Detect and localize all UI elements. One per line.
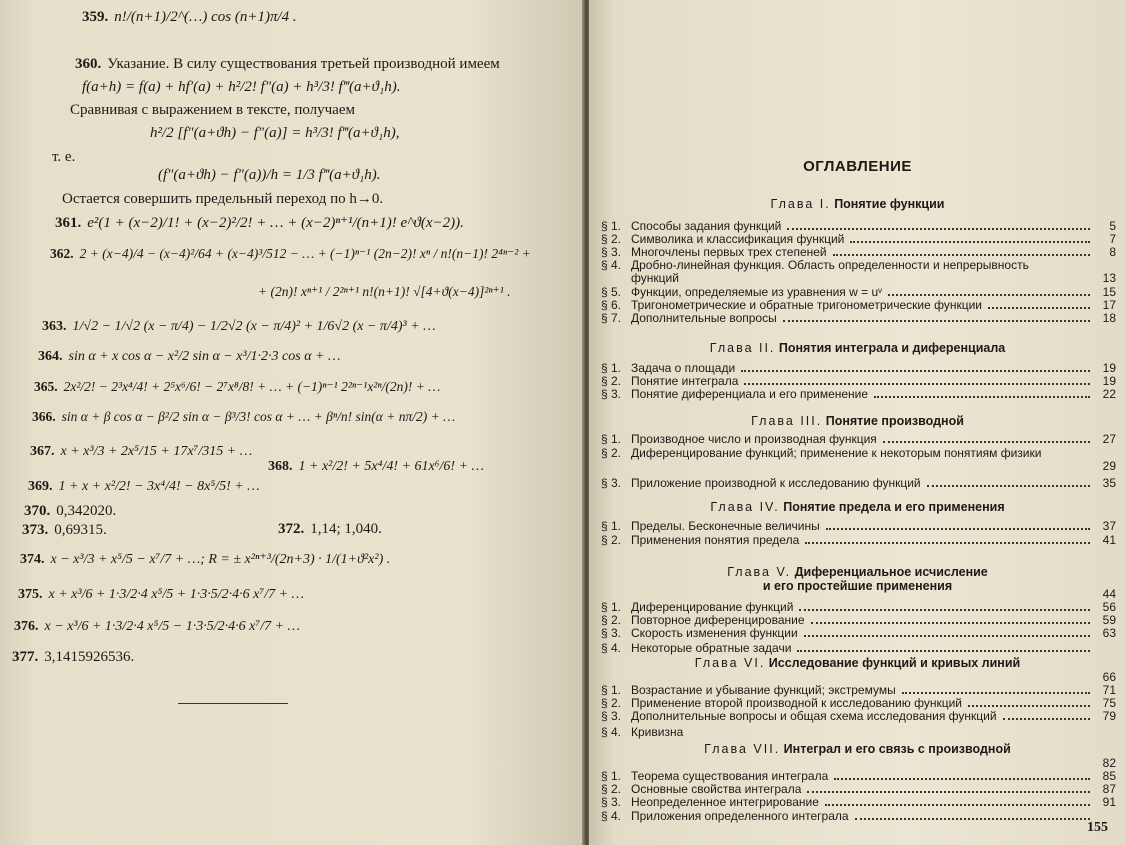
answer-361: 361. e²(1 + (x−2)/1! + (x−2)²/2! + … + (x−2)ⁿ⁺¹/(n+1)! e^ϑ(x−2)). <box>55 215 464 231</box>
formula-line: h²/2 [f″(a+ϑh) − f″(a)] = h³/3! f‴(a+ϑ₁h), <box>150 125 400 141</box>
text-line: Сравнивая с выражением в тексте, получаем <box>70 102 355 118</box>
toc-entry[interactable]: § 4. Некоторые обратные задачи <box>601 642 1116 655</box>
toc-entry[interactable]: § 2. Символика и классификация функций 7 <box>601 232 1116 246</box>
answer-373: 373. 0,69315. <box>22 522 107 538</box>
toc-entry[interactable]: § 3. Дополнительные вопросы и общая схема исследования функций 79 <box>601 709 1116 723</box>
toc-entry[interactable]: § 2. Диференцирование функций; применение к некоторым понятиям физики 29 <box>601 446 1116 473</box>
toc-entry[interactable]: § 1. Производное число и производная функция 27 <box>601 432 1116 446</box>
toc-entry[interactable]: § 7. Дополнительные вопросы 18 <box>601 311 1116 325</box>
toc-entry[interactable]: § 2. Основные свойства интеграла 87 <box>601 782 1116 796</box>
answer-377: 377. 3,1415926536. <box>12 649 135 665</box>
toc-entry[interactable]: § 5. Функции, определяемые из уравнения w = uᵛ 15 <box>601 285 1116 299</box>
toc-entry[interactable]: § 3. Неопределенное интегрирование 91 <box>601 795 1116 809</box>
answer-359: 359. n!/(n+1)/2^(…) cos (n+1)π/4 . <box>82 9 297 25</box>
toc-entry[interactable]: § 1. Задача о площади 19 <box>601 361 1116 375</box>
toc-entry[interactable]: § 2. Понятие интеграла 19 <box>601 374 1116 388</box>
toc-entry[interactable]: § 3. Скорость изменения функции 63 <box>601 626 1116 640</box>
answer-372: 372. 1,14; 1,040. <box>278 521 382 537</box>
toc-entry[interactable]: § 3. Приложение производной к исследованию функций 35 <box>601 476 1116 490</box>
toc-entry[interactable]: § 1. Диференцирование функций 56 <box>601 600 1116 614</box>
page-number: 155 <box>1087 820 1108 835</box>
toc-entry[interactable]: § 1. Теорема существования интеграла 85 <box>601 769 1116 783</box>
answer-363: 363. 1/√2 − 1/√2 (x − π/4) − 1/2√2 (x − π/4)² + 1/6√2 (x − π/4)³ + … <box>42 319 436 334</box>
formula-line: + (2n)! xⁿ⁺¹ / 2²ⁿ⁺¹ n!(n+1)! √[4+ϑ(x−4)]²ⁿ⁺¹ . <box>258 284 511 299</box>
answer-367: 367. x + x³/3 + 2x⁵/15 + 17x⁷/315 + … <box>30 444 253 459</box>
toc-entry[interactable]: § 3. Понятие диференциала и его применение 22 <box>601 387 1116 401</box>
chapter-4-heading: Глава IV. Понятие предела и его применения <box>710 500 1005 514</box>
answer-375: 375. x + x³/6 + 1·3/2·4 x⁵/5 + 1·3·5/2·4·6 x⁷/7 + … <box>18 587 304 602</box>
toc-entry[interactable]: § 1. Пределы. Бесконечные величины 37 <box>601 519 1116 533</box>
toc-entry[interactable]: § 2. Применения понятия предела 41 <box>601 533 1116 547</box>
chapter-6-heading: Глава VI. Исследование функций и кривых линий <box>694 656 1021 670</box>
toc-entry[interactable]: § 3. Многочлены первых трех степеней 8 <box>601 245 1116 259</box>
answer-364: 364. sin α + x cos α − x²/2 sin α − x³/1·2·3 cos α + … <box>38 349 341 364</box>
end-rule <box>178 703 288 704</box>
toc-entry[interactable]: § 2. Применение второй производной к исследованию функций 75 <box>601 696 1116 710</box>
toc-entry[interactable]: § 4. Дробно-линейная функция. Область определенности и непрерывность функций 13 <box>601 258 1116 285</box>
right-page <box>589 0 1126 845</box>
answer-376: 376. x − x³/6 + 1·3/2·4 x⁵/5 − 1·3·5/2·4·6 x⁷/7 + … <box>14 619 300 634</box>
text-line: Остается совершить предельный переход по h→0. <box>62 191 384 207</box>
answer-365: 365. 2x²/2! − 2³x⁴/4! + 2⁵x⁶/6! − 2⁷x⁸/8! + … + (−1)ⁿ⁻¹ 2²ⁿ⁻¹x²ⁿ/(2n)! + … <box>34 379 441 394</box>
answer-368: 368. 1 + x²/2! + 5x⁴/4! + 61x⁶/6! + … <box>268 459 484 474</box>
toc-entry[interactable]: § 4. Приложения определенного интеграла <box>601 810 1116 823</box>
toc-entry-page: 66 <box>1102 670 1116 684</box>
toc-entry[interactable]: § 1. Возрастание и убывание функций; экстремумы 71 <box>601 683 1116 697</box>
chapter-3-heading: Глава III. Понятие производной <box>751 414 964 428</box>
chapter-5-heading: Глава V. Диференциальное исчисление и его простейшие применения <box>727 565 988 593</box>
answer-370: 370. 0,342020. <box>24 503 117 519</box>
answer-374: 374. x − x³/3 + x⁵/5 − x⁷/7 + …; R = ± x²ⁿ⁺³/(2n+3) · 1/(1+ϑ²x²) . <box>20 552 391 567</box>
answer-369: 369. 1 + x + x²/2! − 3x⁴/4! − 8x⁵/5! + … <box>28 479 260 494</box>
toc-entry-page: 44 <box>1102 587 1116 601</box>
chapter-7-heading: Глава VII. Интеграл и его связь с производной <box>704 742 1011 756</box>
toc-entry[interactable]: § 2. Повторное диференцирование 59 <box>601 613 1116 627</box>
chapter-1-heading: Глава I. Понятие функции <box>770 197 945 211</box>
formula-line: f(a+h) = f(a) + hf′(a) + h²/2! f″(a) + h³/3! f‴(a+ϑ₁h). <box>82 79 401 95</box>
chapter-2-heading: Глава II. Понятия интеграла и диференциала <box>709 341 1006 355</box>
formula-line: (f″(a+ϑh) − f″(a))/h = 1/3 f‴(a+ϑ₁h). <box>158 167 381 183</box>
toc-entry[interactable]: § 6. Тригонометрические и обратные тригонометрические функции 17 <box>601 298 1116 312</box>
answer-360: 360. Указание. В силу существования третьей производной имеем <box>75 56 500 72</box>
answer-362: 362. 2 + (x−4)/4 − (x−4)²/64 + (x−4)³/512 − … + (−1)ⁿ⁻¹ (2n−2)! xⁿ / n!(n−1)! 2⁴ⁿ⁻² + <box>50 246 531 261</box>
toc-entry[interactable]: § 1. Способы задания функций 5 <box>601 219 1116 233</box>
toc-title: ОГЛАВЛЕНИЕ <box>803 158 912 175</box>
answer-366: 366. sin α + β cos α − β²/2 sin α − β³/3! cos α + … + βⁿ/n! sin(α + nπ/2) + … <box>32 409 456 424</box>
toc-entry[interactable]: § 4. Кривизна <box>601 725 684 739</box>
text-line: т. е. <box>52 149 76 165</box>
toc-entry-page: 82 <box>1102 756 1116 770</box>
